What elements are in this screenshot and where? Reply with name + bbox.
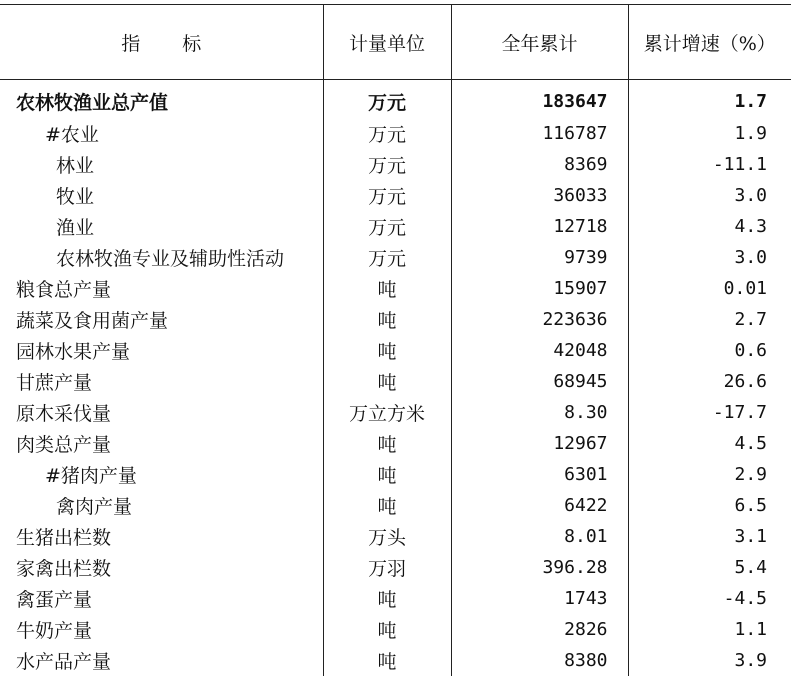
table-row <box>0 242 791 273</box>
row-name: #农业 <box>45 124 99 146</box>
table-row <box>0 428 791 459</box>
row-unit: 万元 <box>323 211 451 242</box>
row-growth: 1.7 <box>628 80 791 119</box>
row-unit: 吨 <box>323 428 451 459</box>
row-name: #猪肉产量 <box>45 465 137 487</box>
row-total: 12718 <box>451 211 628 242</box>
table-row <box>0 521 791 552</box>
header-growth: 累计增速（%） <box>628 5 791 80</box>
row-growth: 2.7 <box>628 304 791 335</box>
statistics-table <box>0 4 791 676</box>
header-indicator: 指 标 <box>0 5 323 80</box>
row-total: 8380 <box>451 645 628 676</box>
row-growth: 6.5 <box>628 490 791 521</box>
row-total: 8369 <box>451 149 628 180</box>
row-total: 8.30 <box>451 397 628 428</box>
row-name: 粮食总产量 <box>16 279 112 301</box>
row-name: 水产品产量 <box>16 651 112 673</box>
table-row <box>0 211 791 242</box>
table-row <box>0 180 791 211</box>
table-row <box>0 583 791 614</box>
row-growth: 1.9 <box>628 118 791 149</box>
row-name: 牧业 <box>56 186 95 208</box>
row-name: 禽肉产量 <box>56 496 133 518</box>
row-unit: 万元 <box>323 180 451 211</box>
row-name: 原木采伐量 <box>16 403 112 425</box>
row-total: 116787 <box>451 118 628 149</box>
row-unit: 吨 <box>323 459 451 490</box>
row-total: 2826 <box>451 614 628 645</box>
row-growth: 3.0 <box>628 242 791 273</box>
row-name: 园林水果产量 <box>16 341 131 363</box>
row-unit: 万头 <box>323 521 451 552</box>
row-total: 12967 <box>451 428 628 459</box>
table-row <box>0 459 791 490</box>
row-unit: 吨 <box>323 614 451 645</box>
row-unit: 吨 <box>323 645 451 676</box>
row-name: 肉类总产量 <box>16 434 112 456</box>
row-unit: 万元 <box>323 80 451 119</box>
row-growth: 3.0 <box>628 180 791 211</box>
row-name: 甘蔗产量 <box>16 372 93 394</box>
row-growth: 3.1 <box>628 521 791 552</box>
row-name: 生猪出栏数 <box>16 527 112 549</box>
row-growth: 4.3 <box>628 211 791 242</box>
header-row <box>0 5 791 80</box>
header-unit: 计量单位 <box>323 5 451 80</box>
row-unit: 万元 <box>323 118 451 149</box>
row-unit: 万元 <box>323 149 451 180</box>
table-row <box>0 645 791 676</box>
row-total: 396.28 <box>451 552 628 583</box>
row-unit: 万羽 <box>323 552 451 583</box>
row-growth: -17.7 <box>628 397 791 428</box>
row-total: 68945 <box>451 366 628 397</box>
row-growth: -4.5 <box>628 583 791 614</box>
row-total: 15907 <box>451 273 628 304</box>
table-row <box>0 335 791 366</box>
table-row <box>0 304 791 335</box>
row-name: 家禽出栏数 <box>16 558 112 580</box>
row-growth: 3.9 <box>628 645 791 676</box>
row-total: 6301 <box>451 459 628 490</box>
row-total: 223636 <box>451 304 628 335</box>
row-growth: 0.6 <box>628 335 791 366</box>
row-unit: 万立方米 <box>323 397 451 428</box>
row-total: 8.01 <box>451 521 628 552</box>
table-row <box>0 118 791 149</box>
row-growth: -11.1 <box>628 149 791 180</box>
row-name: 林业 <box>56 155 95 177</box>
row-name: 渔业 <box>56 217 95 239</box>
row-total: 42048 <box>451 335 628 366</box>
row-unit: 吨 <box>323 583 451 614</box>
table-row <box>0 273 791 304</box>
row-name: 牛奶产量 <box>16 620 93 642</box>
table-row <box>0 149 791 180</box>
row-unit: 吨 <box>323 335 451 366</box>
row-growth: 5.4 <box>628 552 791 583</box>
row-total: 1743 <box>451 583 628 614</box>
row-growth: 0.01 <box>628 273 791 304</box>
row-growth: 26.6 <box>628 366 791 397</box>
table-row <box>0 614 791 645</box>
row-name: 农林牧渔业总产值 <box>16 92 169 114</box>
row-unit: 万元 <box>323 242 451 273</box>
table-row <box>0 490 791 521</box>
table-row <box>0 552 791 583</box>
row-growth: 2.9 <box>628 459 791 490</box>
row-name: 农林牧渔专业及辅助性活动 <box>56 248 285 270</box>
row-growth: 1.1 <box>628 614 791 645</box>
table-row <box>0 80 791 119</box>
row-name: 禽蛋产量 <box>16 589 93 611</box>
row-growth: 4.5 <box>628 428 791 459</box>
row-total: 183647 <box>451 80 628 119</box>
table-row <box>0 397 791 428</box>
row-unit: 吨 <box>323 490 451 521</box>
header-total: 全年累计 <box>451 5 628 80</box>
row-unit: 吨 <box>323 366 451 397</box>
row-unit: 吨 <box>323 273 451 304</box>
row-total: 9739 <box>451 242 628 273</box>
row-name: 蔬菜及食用菌产量 <box>16 310 169 332</box>
row-total: 36033 <box>451 180 628 211</box>
row-unit: 吨 <box>323 304 451 335</box>
table-row <box>0 366 791 397</box>
row-total: 6422 <box>451 490 628 521</box>
